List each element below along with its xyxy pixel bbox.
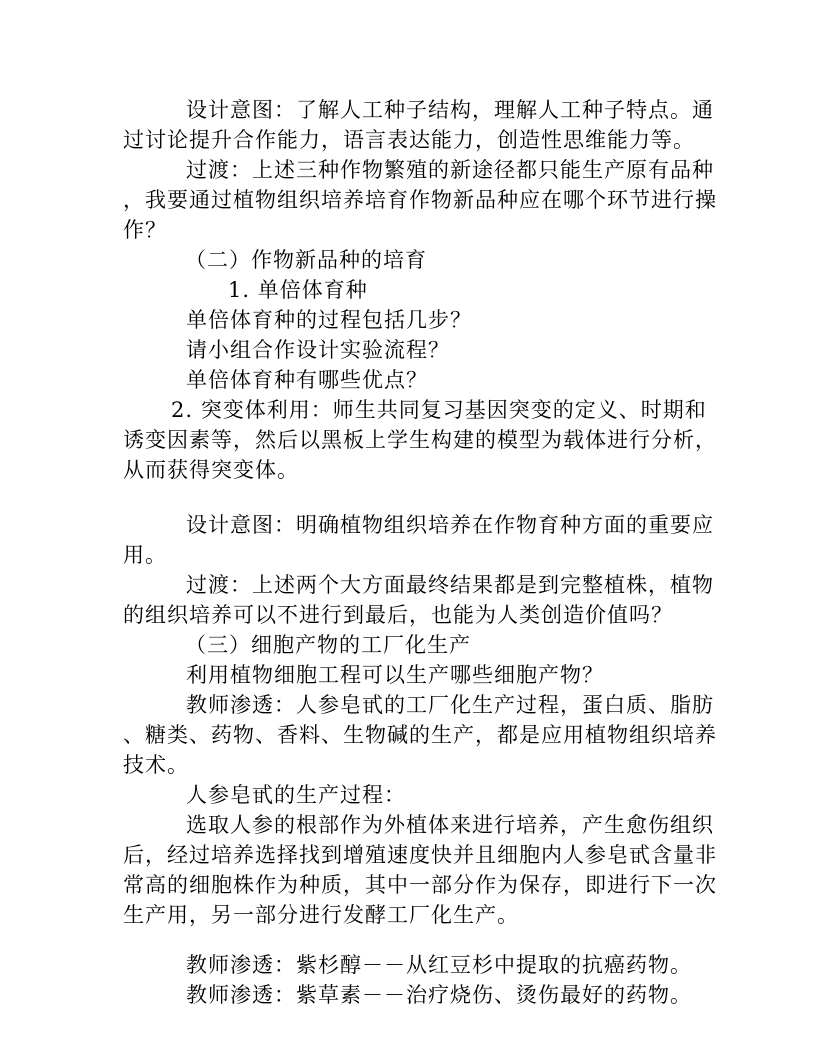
text-line: 、糖类、药物、香料、生物碱的生产，都是应用植物组织培养: [123, 723, 717, 747]
text-line: 利用植物细胞工程可以生产哪些细胞产物？: [186, 663, 604, 687]
text-line: 人参皂甙的生产过程：: [186, 783, 406, 807]
text-line: 过渡：上述两个大方面最终结果都是到完整植株，植物: [186, 573, 714, 597]
text-line: 的组织培养可以不进行到最后，也能为人类创造价值吗？: [123, 603, 673, 627]
text-line: 选取人参的根部作为外植体来进行培养，产生愈伤组织: [186, 813, 714, 837]
text-line: ，我要通过植物组织培养培育作物新品种应在哪个环节进行操: [123, 188, 717, 212]
text-line: 过讨论提升合作能力，语言表达能力，创造性思维能力等。: [123, 128, 695, 152]
text-line: 用。: [123, 543, 167, 567]
text-line: 2. 突变体利用：师生共同复习基因突变的定义、时期和: [171, 398, 707, 422]
text-line: 诱变因素等，然后以黑板上学生构建的模型为载体进行分析，: [123, 428, 717, 452]
text-line: 请小组合作设计实验流程？: [186, 338, 450, 362]
text-line: 设计意图：明确植物组织培养在作物育种方面的重要应: [186, 513, 714, 537]
text-line: 过渡：上述三种作物繁殖的新途径都只能生产原有品种: [186, 158, 714, 182]
text-line: 作？: [123, 218, 167, 242]
text-line: 后，经过培养选择找到增殖速度快并且细胞内人参皂甙含量非: [123, 843, 717, 867]
text-line: 技术。: [123, 753, 189, 777]
text-line: 常高的细胞株作为种质，其中一部分作为保存，即进行下一次: [123, 873, 717, 897]
text-line: 设计意图：了解人工种子结构，理解人工种子特点。通: [186, 98, 714, 122]
subsection-heading: 1. 单倍体育种: [228, 278, 368, 302]
text-line: 单倍体育种有哪些优点？: [186, 368, 428, 392]
text-line: 单倍体育种的过程包括几步？: [186, 308, 472, 332]
section-heading: （三）细胞产物的工厂化生产: [185, 633, 471, 657]
text-line: 教师渗透：紫草素－－治疗烧伤、烫伤最好的药物。: [186, 983, 692, 1007]
text-line: 教师渗透：人参皂甙的工厂化生产过程，蛋白质、脂肪: [186, 693, 714, 717]
text-line: 教师渗透：紫杉醇－－从红豆杉中提取的抗癌药物。: [186, 953, 692, 977]
text-line: 从而获得突变体。: [123, 458, 299, 482]
text-line: 生产用，另一部分进行发酵工厂化生产。: [123, 903, 519, 927]
section-heading: （二）作物新品种的培育: [185, 248, 427, 272]
